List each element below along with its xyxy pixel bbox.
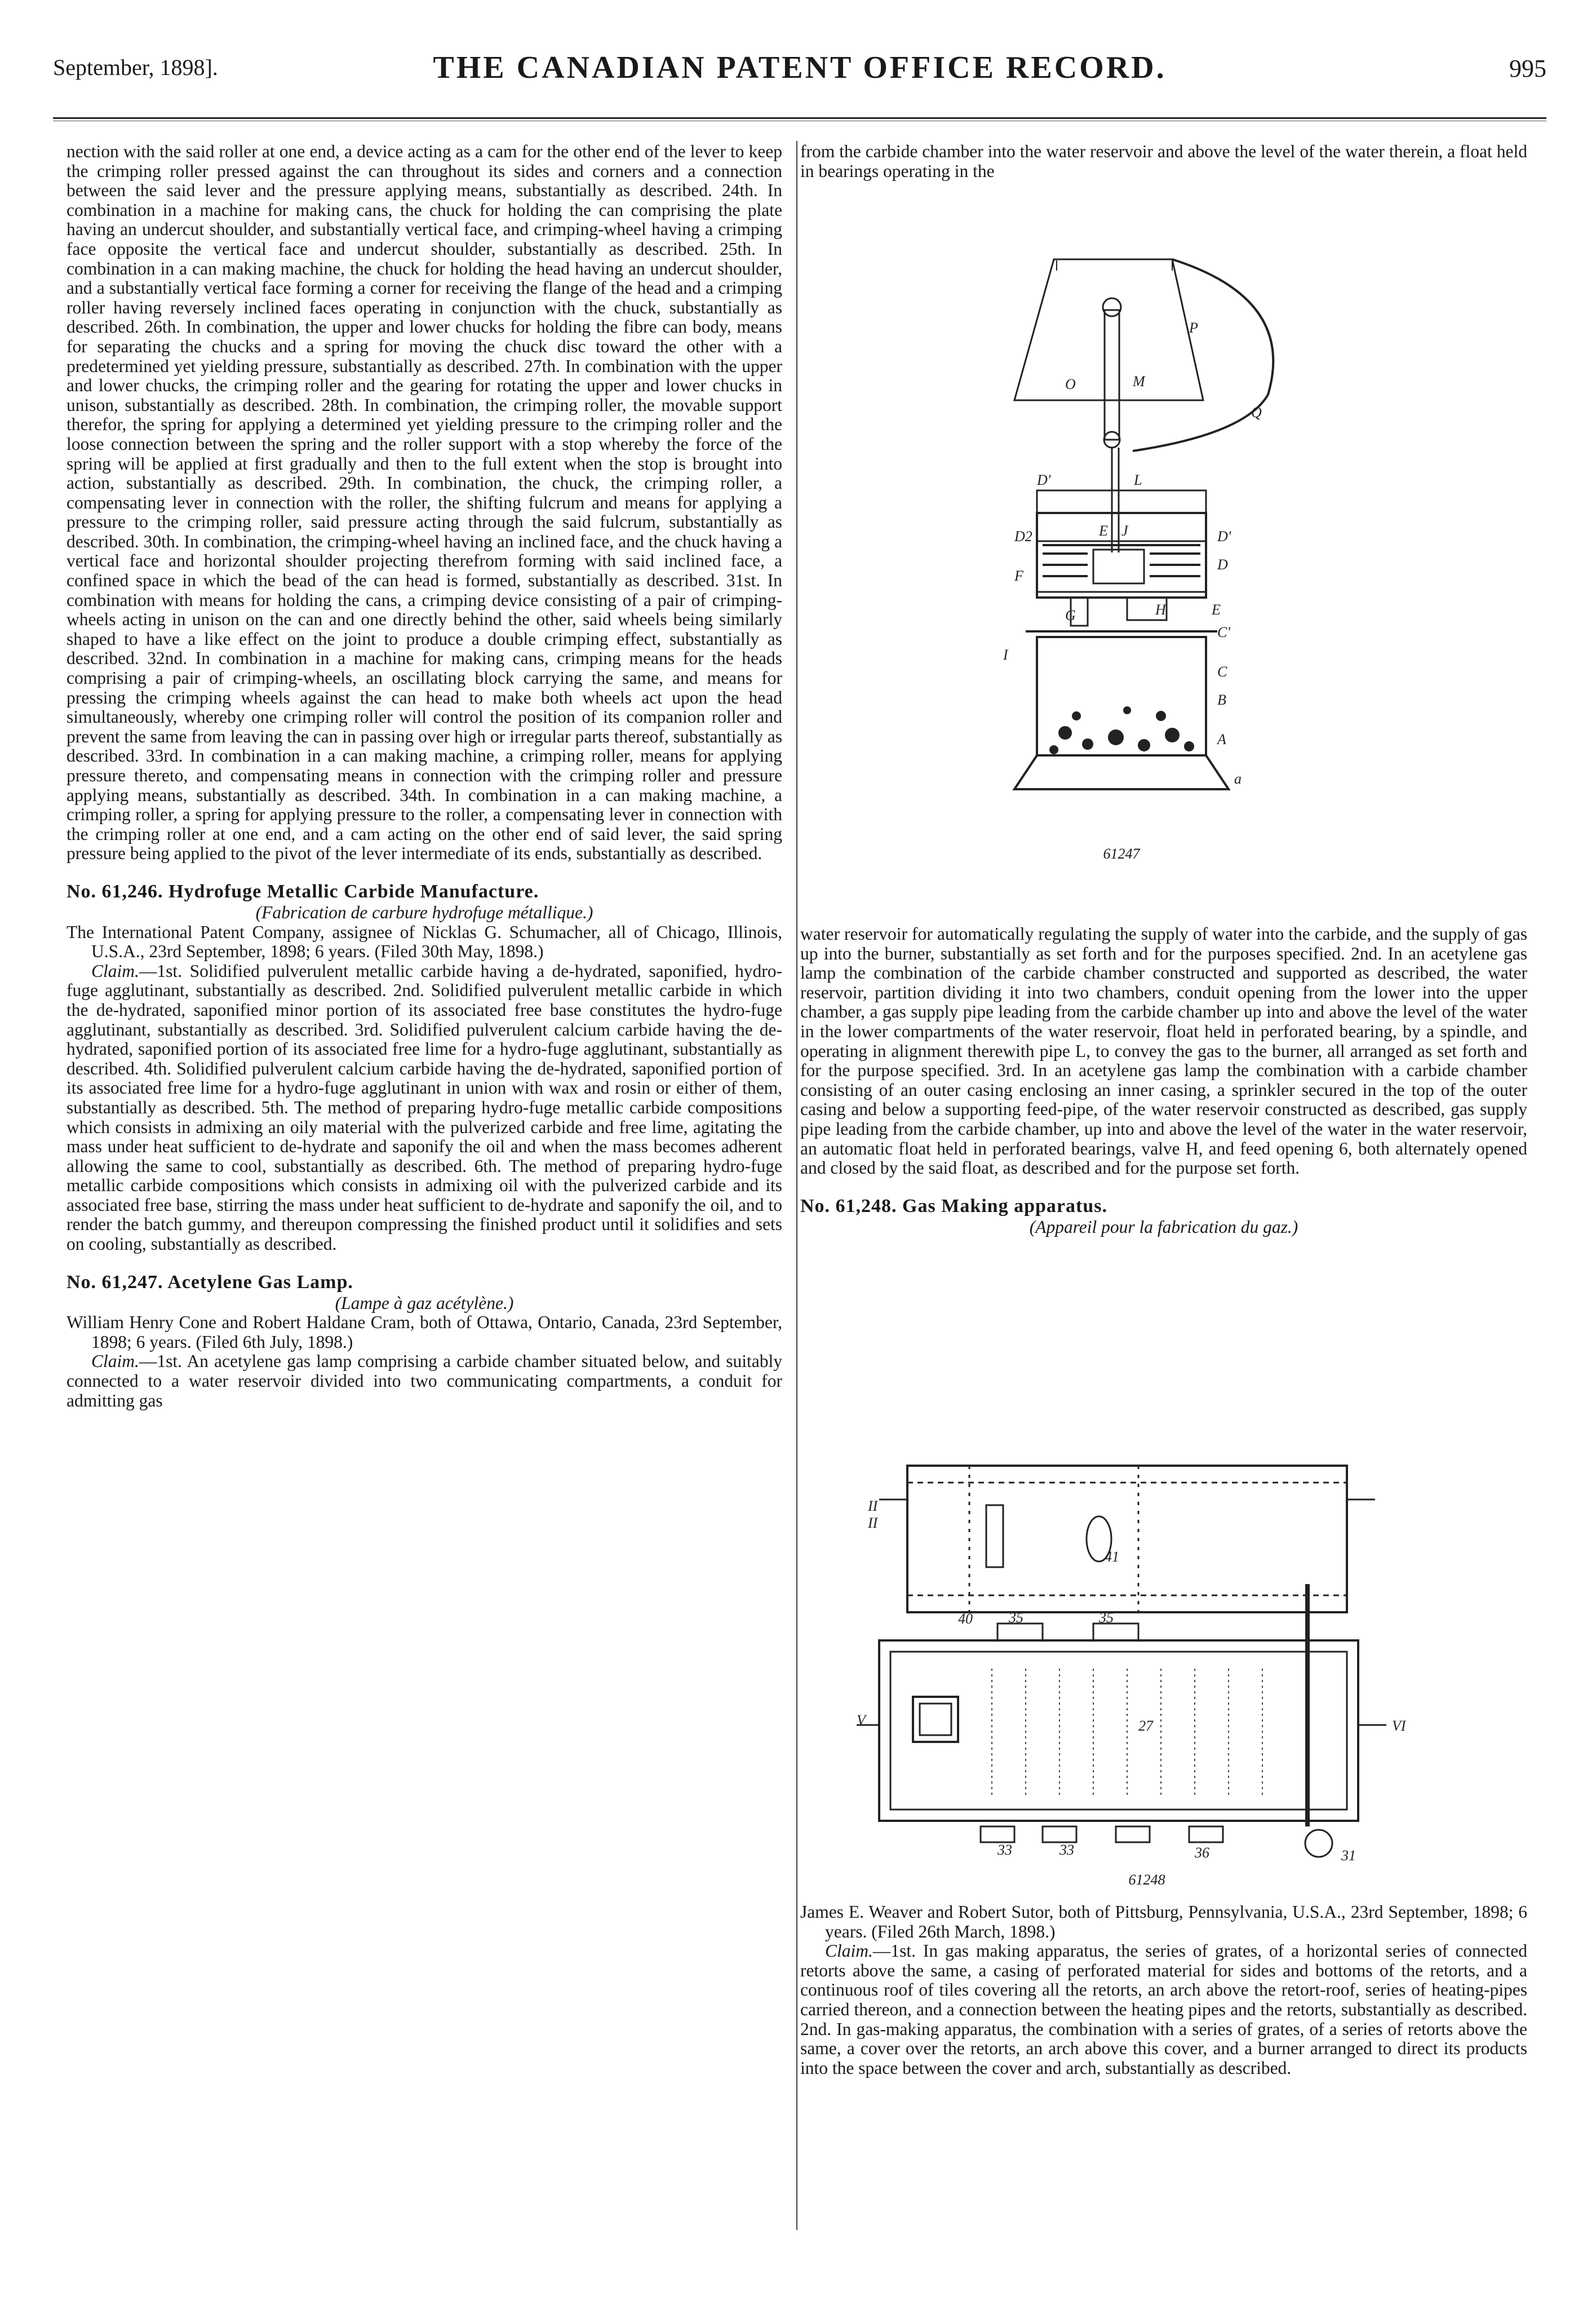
figure-reference-label: E [1212, 601, 1221, 618]
figure-reference-label: a [1234, 771, 1242, 787]
right-column-bottom [800, 1903, 1527, 2078]
figure-reference-label: H [1155, 601, 1166, 618]
claim-text: —1st. An acetylene gas lamp comprising a carbide chamber situated below, and suitably connected to a water reservoir divided into two communicating compartments, a conduit for admitting gas [66, 1351, 782, 1410]
left-column [66, 142, 782, 1410]
column-divider [796, 141, 797, 2230]
claims-continuation: from the carbide chamber into the water reservoir and above the level of the water therein, a float held in bearings operating in the [800, 141, 1527, 181]
figure-reference-label: E [1099, 523, 1108, 539]
journal-title: THE CANADIAN PATENT OFFICE RECORD. [433, 50, 1167, 85]
patent-heading: No. 61,246. Hydrofuge Metallic Carbide Manufacture. [66, 881, 539, 902]
figure-reference-label: A [1217, 731, 1226, 747]
patent-subtitle: (Lampe à gaz acétylène.) [335, 1293, 514, 1313]
figure-reference-label: O [1065, 376, 1076, 392]
patent-subtitle: (Fabrication de carbure hydrofuge métallique.) [255, 902, 593, 922]
figure-reference-label: D' [1037, 472, 1051, 488]
patent-claims [66, 1352, 782, 1410]
right-column-top [800, 142, 1527, 181]
patent-grant: James E. Weaver and Robert Sutor, both of Pittsburg, Pennsylvania, U.S.A., 23rd September, 1898; 6 years. (Filed 26th March, 1898.) [800, 1902, 1527, 1941]
figure-reference-label: 36 [1195, 1844, 1209, 1861]
figure-reference-label: II [868, 1515, 878, 1531]
figure-acetylene-lamp [1003, 248, 1319, 879]
figure-reference-label: VI [1392, 1718, 1406, 1734]
figure-reference-label: D' [1217, 528, 1231, 545]
claim-text: —1st. Solidified pulverulent metallic carbide having a de-hydrated, saponified, hydro-fuge agglutinant, substantially as described. 2nd. Solidified pulverulent metallic carbide in which the de-hydrated, saponified minor portion of its associated free base constitutes the hydro-fuge agglutinant, substantially as described. 3rd. Solidified pulverulent calcium carbide having the de-hydrated, saponified portion of its associated free lime for a hydro-fuge agglutinant, substantially as described. 4th. Solidified pulverulent calcium carbide having the de-hydrated, saponified portion of its associated free lime for a hydro-fuge agglutinant in union with wax and rosin or either of them, substantially as described. 5th. The method of preparing hydro-fuge metallic carbide compositions which consists in admixing an oily material with the pulverized carbide and free lime, agitating the mass under heat sufficient to de-hydrate and saponify the oil and when the mass becomes adherent allowing the same to cool, substantially as described. 6th. The method of preparing hydro-fuge metallic carbide compositions which consists in admixing oil with the pulverized carbide and its associated free base, stirring the mass under heat sufficient to de-hydrate and saponify the oil, and to render the batch gummy, and thereupon compressing the finished product until it solidifies and sets on cooling, substantially as described. [66, 961, 782, 1254]
figure-caption: 61247 [1103, 846, 1140, 862]
figure-reference-label: C' [1217, 624, 1230, 640]
lamp-drawing [1003, 248, 1319, 879]
figure-caption: 61248 [1128, 1872, 1165, 1888]
figure-reference-label: B [1217, 692, 1226, 708]
figure-reference-label: 27 [1138, 1718, 1153, 1734]
figure-reference-label: L [1134, 472, 1142, 488]
header-rule [53, 117, 1546, 119]
page-number: 995 [1509, 55, 1546, 82]
figure-reference-label: 41 [1105, 1549, 1119, 1565]
claim-label: Claim. [91, 1351, 139, 1372]
figure-reference-label: 31 [1341, 1847, 1356, 1864]
patent-claims [800, 1941, 1527, 2078]
figure-reference-label: Q [1251, 404, 1262, 421]
claims-continuation: water reservoir for automatically regulating the supply of water into the carbide, and the supply of gas up into the burner, substantially as set forth and for the purposes specified. 2nd. In an acetylene gas lamp the combination of the carbide chamber constructed and supported as described, the water reservoir, partition dividing it into two chambers, conduit opening from the lower into the upper chamber, a gas supply pipe leading from the carbide chamber up into and above the level of the water in the lower compartments of the water reservoir, float held in perforated bearing, by a spindle, and operating in alignment therewith pipe L, to convey the gas to the burner, all arranged as set forth and for the purpose specified. 3rd. In an acetylene gas lamp the combination with a carbide chamber consisting of an outer casing enclosing an inner casing, a sprinkler secured in the top of the outer casing and below a supporting feed-pipe, of the water reservoir constructed as described, gas supply pipe leading from the carbide chamber, up into and above the level of the water in the water reservoir, an automatic float held in perforated bearings, valve H, and feed opening 6, both alternately opened and closed by the said float, as described and for the purpose set forth. [800, 924, 1527, 1178]
figure-reference-label: C [1217, 663, 1227, 680]
patent-grant: The International Patent Company, assignee of Nicklas G. Schumacher, all of Chicago, Illinois, U.S.A., 23rd September, 1898; 6 years. (Filed 30th May, 1898.) [66, 922, 782, 962]
claim-text: —1st. In gas making apparatus, the series of grates, of a horizontal series of connected retorts above the same, a casing of perforated material for sides and bottoms of the retorts, and a continuous roof of tiles covering all the retorts, an arch above the retort-roof, series of heating-pipes carried thereon, and a connection between the heating pipes and the retorts, substantially as described. 2nd. In gas-making apparatus, the combination with a series of grates, of a series of retorts above the same, a cover over the retorts, an arch above this cover, and a burner arranged to direct its products into the space between the cover and arch, substantially as described. [800, 1941, 1527, 2078]
figure-reference-label: J [1121, 523, 1128, 539]
patent-grant: William Henry Cone and Robert Haldane Cram, both of Ottawa, Ontario, Canada, 23rd September, 1898; 6 years. (Filed 6th July, 1898.) [66, 1312, 782, 1352]
figure-reference-label: P [1189, 320, 1198, 336]
figure-reference-label: I [1003, 647, 1008, 663]
figure-reference-label: F [1014, 568, 1023, 584]
claims-continuation: nection with the said roller at one end, a device acting as a cam for the other end of the lever to keep the crimping roller pressed against the can throughout its sides and corners and a connection between the said lever and the pressure applying means, substantially as described. 24th. In combination in a machine for making cans, the chuck for holding the can comprising the plate having an undercut shoulder, and substantially vertical face, and crimping-wheel having a crimping face opposite the vertical face and undercut shoulder, substantially as described. 25th. In combination in a can making machine, the chuck for holding the head having an undercut shoulder, and a substantially vertical face forming a corner for receiving the flange of the head and a crimping roller having reversely inclined faces operating in conjunction with the chuck, substantially as described. 26th. In combination, the upper and lower chucks for holding the fibre can body, means for separating the chucks and a spring for moving the chuck disc toward the other with a predetermined yet yielding pressure, substantially as described. 27th. In combination with the upper and lower chucks, the crimping roller and the gearing for rotating the upper and lower chucks in unison, substantially as described. 28th. In combination, the crimping roller, the movable support therefor, the spring for applying a determined yet yielding pressure to the crimping roller and the loose connection between the spring and the roller support with a stop whereby the force of the spring will be applied at first gradually and then to the full extent when the stop is brought into action, substantially as described. 29th. In combination, the chuck, the crimping roller, a compensating lever in connection with the roller, the shifting fulcrum and means for applying a pressure to the crimping roller, said pressure acting through the said fulcrum, substantially as described. 30th. In combination, the crimping-wheel having an inclined face, and the chuck having a vertical face and horizontal shoulder projecting therefrom forming with said inclined face, a confined space in which the bead of the can head is formed, substantially as described. 31st. In combination with means for holding the cans, a crimping device consisting of a pair of crimping-wheels acting in unison on the can and one directly behind the other, said wheels being similarly shaped to have a like effect on the joint to produce a double crimping effect, substantially as described. 32nd. In combination in a machine for making cans, crimping means for the heads comprising a pair of crimping-wheels, an oscillating block carrying the same, and means for pressing the crimping wheels against the can head to make both wheels act upon the head simultaneously, whereby one crimping roller will control the position of its companion roller and prevent the same from leaving the can in passing over high or irregular parts thereof, substantially as described. 33rd. In combination in a can making machine, a crimping roller, means for applying pressure thereto, and compensating means in connection with the crimping roller and pressure applying means, substantially as described. 34th. In combination in a can making machine, a crimping roller, a spring for applying pressure to the roller, a compensating lever in connection with the crimping roller at one end, and a cam acting on the other end of said lever, the said spring pressure being applied to the pivot of the lever intermediate of its ends, substantially as described. [66, 141, 782, 864]
figure-reference-label: M [1133, 373, 1145, 390]
claim-label: Claim. [91, 961, 139, 981]
figure-gas-apparatus [857, 1454, 1437, 1894]
figure-reference-label: D [1217, 556, 1228, 573]
patent-claims [66, 962, 782, 1254]
figure-reference-label: D2 [1014, 528, 1032, 545]
patent-heading: No. 61,248. Gas Making apparatus. [800, 1195, 1107, 1217]
figure-reference-label: 33 [1059, 1842, 1074, 1858]
patent-heading: No. 61,247. Acetylene Gas Lamp. [66, 1271, 353, 1293]
gas-apparatus-drawing [857, 1454, 1437, 1866]
figure-reference-label: 35 [1009, 1609, 1023, 1626]
claim-label: Claim. [825, 1941, 873, 1961]
figure-reference-label: 40 [958, 1611, 973, 1627]
figure-reference-label: 33 [998, 1842, 1012, 1858]
figure-reference-label: G [1065, 607, 1076, 623]
header-date: September, 1898]. [53, 55, 218, 80]
figure-reference-label: 35 [1099, 1609, 1114, 1626]
figure-reference-label: II [868, 1498, 878, 1514]
right-column-middle [800, 925, 1527, 1237]
patent-subtitle: (Appareil pour la fabrication du gaz.) [1029, 1217, 1298, 1237]
page-header [53, 50, 1546, 89]
figure-reference-label: V [857, 1712, 866, 1728]
